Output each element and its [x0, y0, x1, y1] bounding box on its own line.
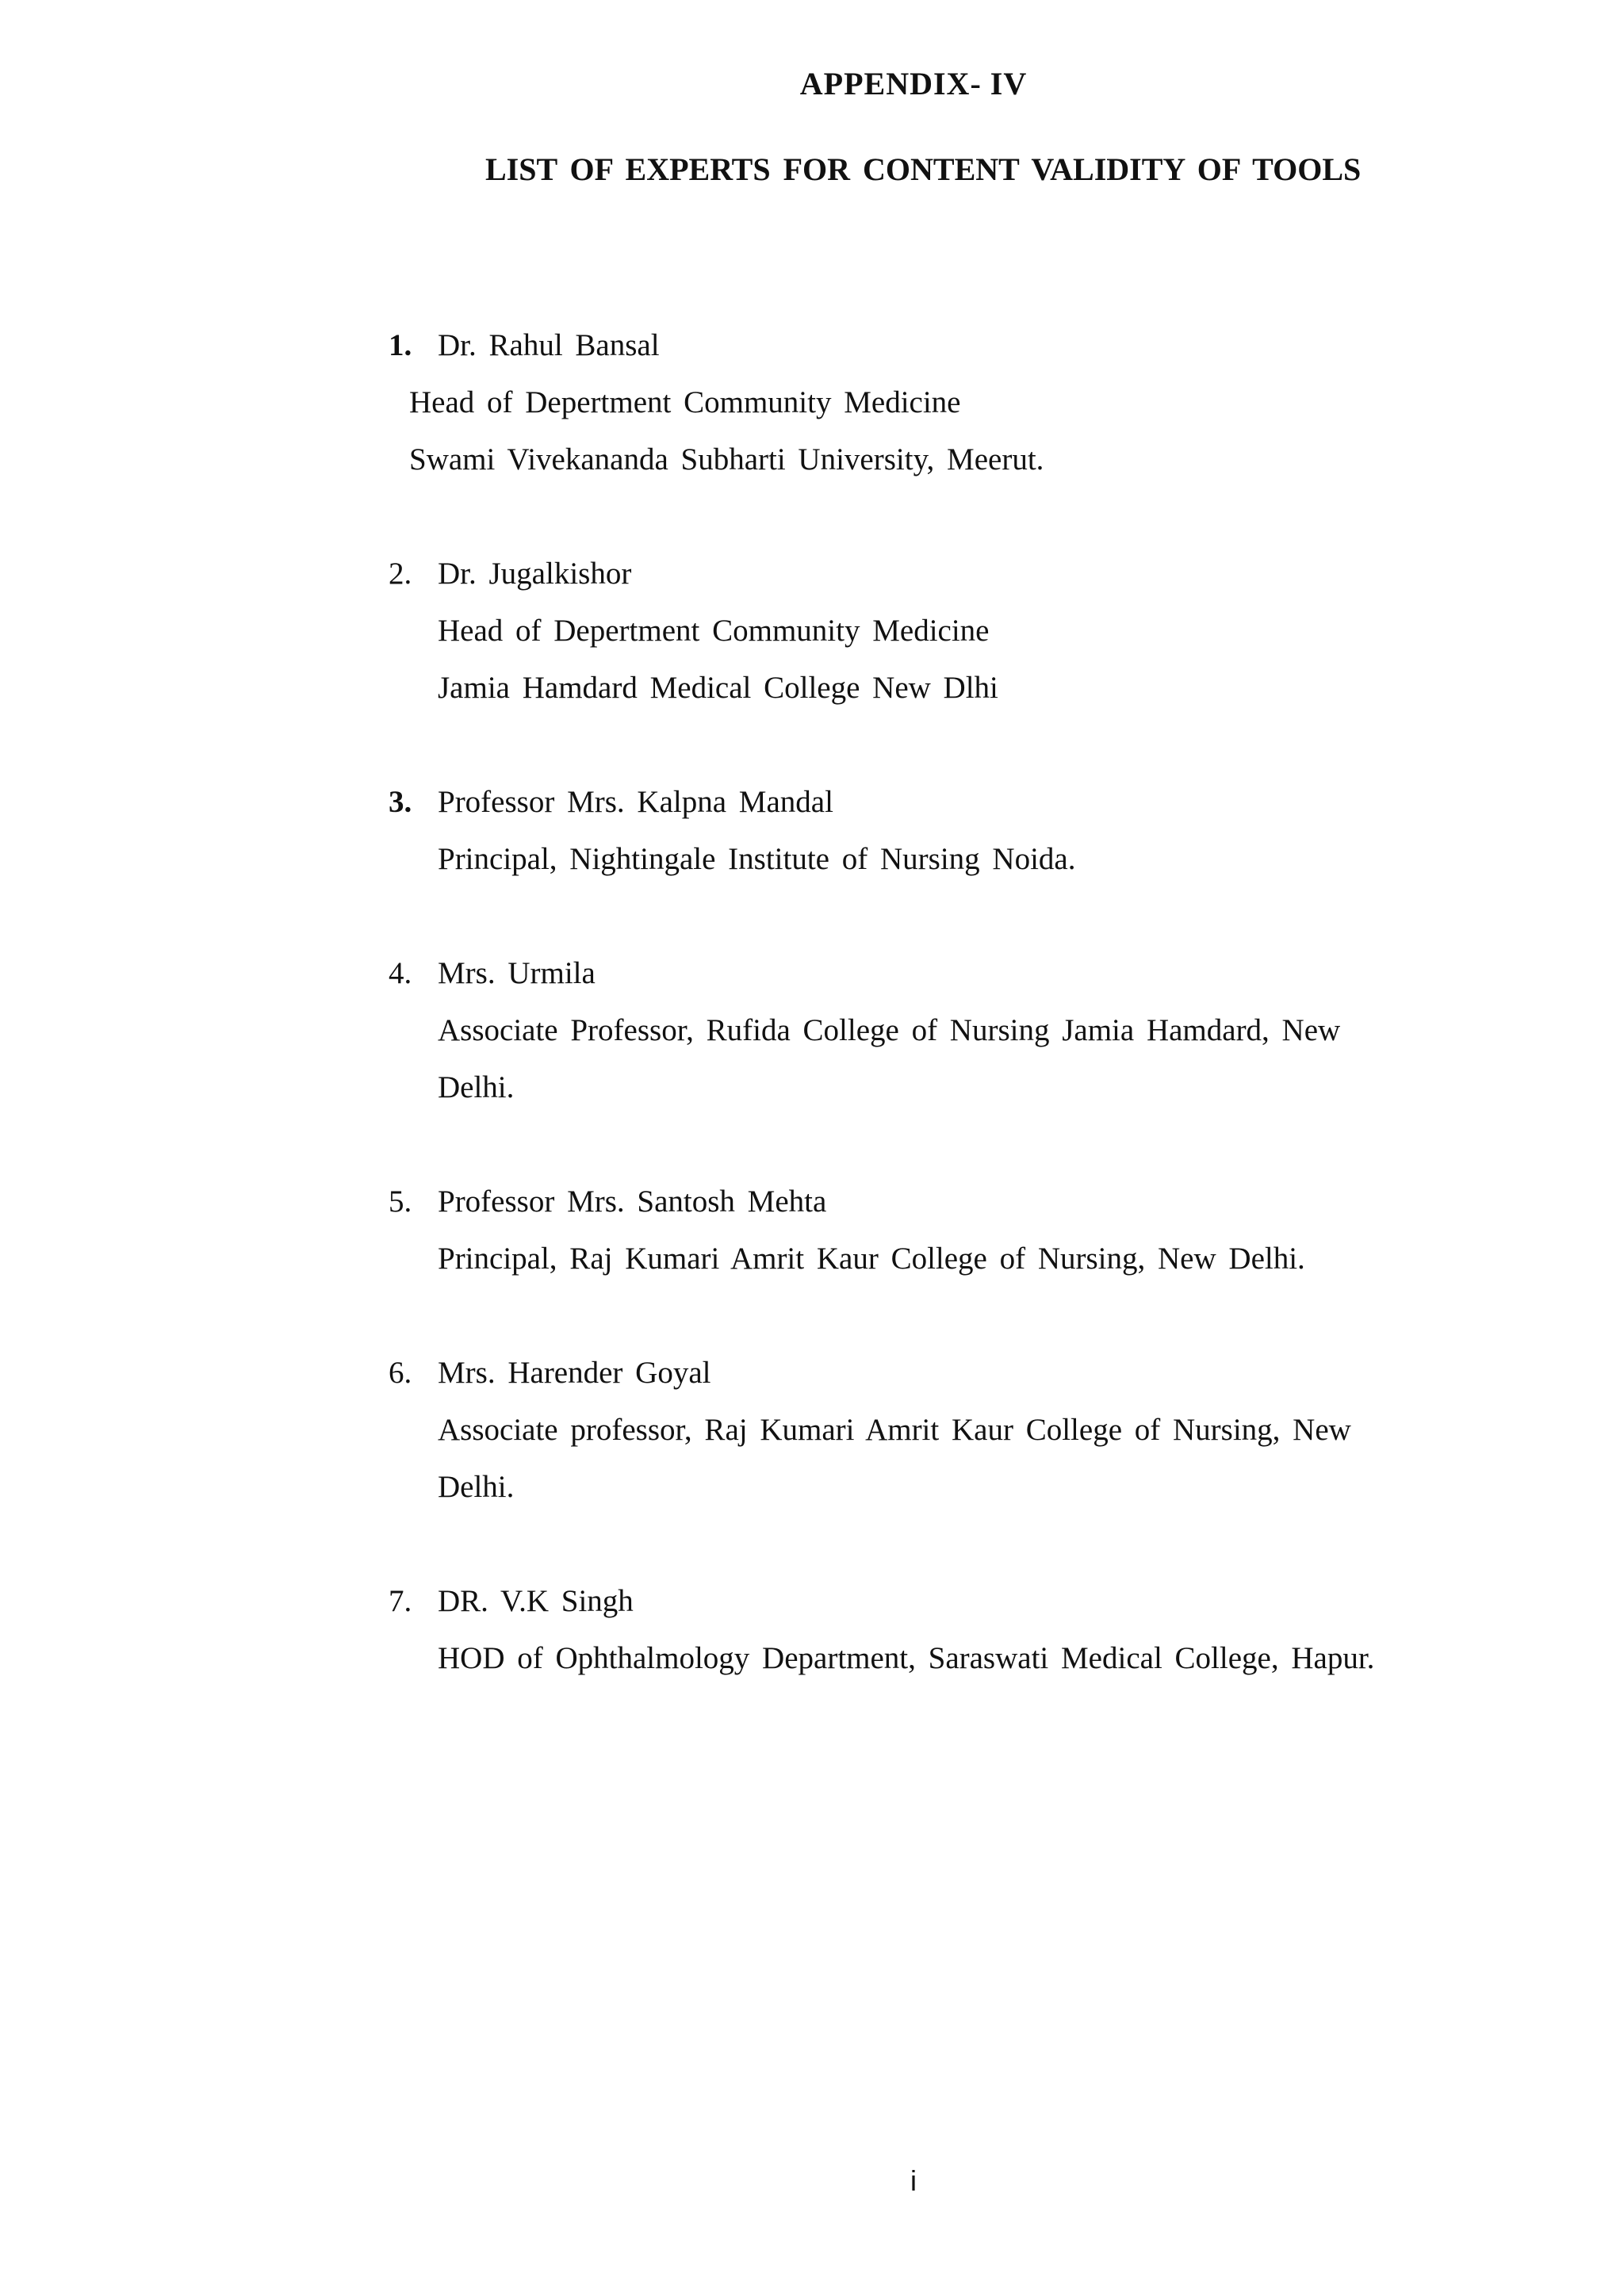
expert-item	[389, 1173, 1419, 1288]
expert-detail-line: Head of Depertment Community Medicine	[438, 614, 990, 648]
expert-name: Dr. Rahul Bansal	[438, 328, 660, 362]
expert-item	[389, 545, 1419, 717]
expert-item	[389, 1345, 1419, 1516]
expert-detail-line: Associate professor, Raj Kumari Amrit Kaur College of Nursing, New	[438, 1413, 1351, 1447]
expert-detail-line: Associate Professor, Rufida College of Nursing Jamia Hamdard, New	[438, 1013, 1341, 1047]
expert-detail-line: Principal, Nightingale Institute of Nursing Noida.	[438, 842, 1076, 876]
expert-item	[389, 945, 1419, 1116]
expert-name: Professor Mrs. Kalpna Mandal	[438, 785, 833, 819]
expert-detail-line: Principal, Raj Kumari Amrit Kaur College of Nursing, New Delhi.	[438, 1242, 1305, 1276]
expert-name: Mrs. Urmila	[438, 956, 596, 990]
expert-number: 6.	[389, 1356, 412, 1390]
page-number: i	[910, 2164, 917, 2197]
expert-item	[389, 774, 1419, 888]
expert-detail-line: Swami Vivekananda Subharti University, Meerut.	[409, 442, 1044, 476]
expert-name: DR. V.K Singh	[438, 1584, 634, 1618]
expert-number: 3.	[389, 785, 412, 819]
expert-detail-line: Delhi.	[438, 1070, 515, 1104]
expert-number: 1.	[389, 328, 412, 362]
expert-detail-line: Jamia Hamdard Medical College New Dlhi	[438, 671, 998, 705]
expert-name: Dr. Jugalkishor	[438, 557, 632, 591]
expert-name: Mrs. Harender Goyal	[438, 1356, 711, 1390]
appendix-title: APPENDIX- IV	[799, 66, 1028, 101]
expert-name: Professor Mrs. Santosh Mehta	[438, 1184, 827, 1219]
expert-item	[389, 1573, 1419, 1687]
expert-item	[389, 317, 1419, 488]
expert-number: 5.	[389, 1184, 412, 1219]
expert-detail-line: Delhi.	[438, 1470, 515, 1504]
expert-detail-line: HOD of Ophthalmology Department, Saraswati Medical College, Hapur.	[438, 1641, 1375, 1675]
expert-number: 7.	[389, 1584, 412, 1618]
experts-list	[389, 317, 1419, 1744]
expert-number: 4.	[389, 956, 412, 990]
list-title: LIST OF EXPERTS FOR CONTENT VALIDITY OF TOOLS	[485, 151, 1362, 187]
expert-number: 2.	[389, 557, 412, 591]
expert-detail-line: Head of Depertment Community Medicine	[409, 385, 961, 419]
